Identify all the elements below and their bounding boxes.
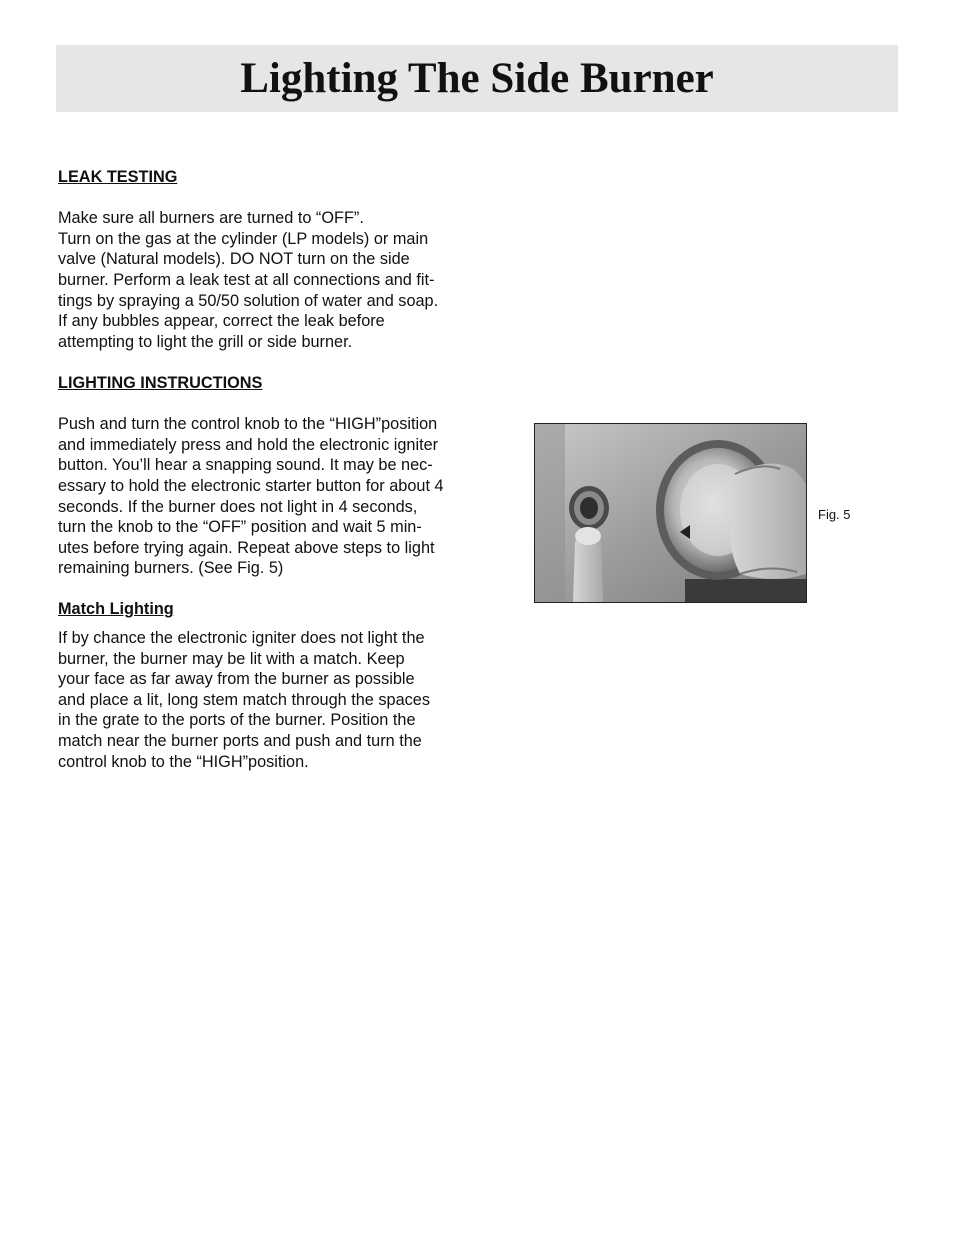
text-line: and place a lit, long stem match through the spaces <box>58 690 430 709</box>
text-line: turn the knob to the “OFF” position and wait 5 min- <box>58 518 422 537</box>
text-line: Push and turn the control knob to the “HIGH”position <box>58 415 438 434</box>
leak-testing-heading: LEAK TESTING <box>58 168 178 186</box>
text-line: Make sure all burners are turned to “OFF”. <box>58 209 364 228</box>
text-line: utes before trying again. Repeat above steps to light <box>58 538 435 557</box>
text-line: your face as far away from the burner as possible <box>58 670 415 689</box>
text-line: valve (Natural models). DO NOT turn on the side <box>58 250 410 269</box>
match-lighting-text <box>58 628 476 772</box>
text-line: in the grate to the ports of the burner. Position the <box>58 711 416 730</box>
text-line: button. You’ll hear a snapping sound. It may be nec- <box>58 456 433 475</box>
burner-knob-photo <box>534 423 807 603</box>
figure-label: Fig. 5 <box>818 507 851 522</box>
text-line: match near the burner ports and push and turn the <box>58 732 422 751</box>
text-line: remaining burners. (See Fig. 5) <box>58 559 284 578</box>
text-line: tings by spraying a 50/50 solution of water and soap. <box>58 291 439 310</box>
text-line: Turn on the gas at the cylinder (LP models) or main <box>58 229 429 248</box>
text-line: seconds. If the burner does not light in 4 seconds, <box>58 497 418 516</box>
text-line: control knob to the “HIGH”position. <box>58 752 309 771</box>
leak-testing-text <box>58 208 476 352</box>
lighting-instructions-text <box>58 414 476 579</box>
lighting-instructions-heading: LIGHTING INSTRUCTIONS <box>58 373 263 392</box>
instructions-column <box>58 167 476 772</box>
text-line: burner. Perform a leak test at all connections and fit- <box>58 270 435 289</box>
title-band <box>56 45 898 112</box>
text-line: attempting to light the grill or side burner. <box>58 332 353 351</box>
burner-knob-illustration <box>535 424 806 602</box>
text-line: essary to hold the electronic starter button for about 4 <box>58 476 444 495</box>
match-lighting-heading: Match Lighting <box>58 600 174 619</box>
text-line: burner, the burner may be lit with a match. Keep <box>58 649 405 668</box>
text-line: If by chance the electronic igniter does not light the <box>58 629 425 648</box>
page-title: Lighting The Side Burner <box>240 55 714 102</box>
text-line: and immediately press and hold the electronic igniter <box>58 435 439 454</box>
text-line: If any bubbles appear, correct the leak before <box>58 312 385 331</box>
